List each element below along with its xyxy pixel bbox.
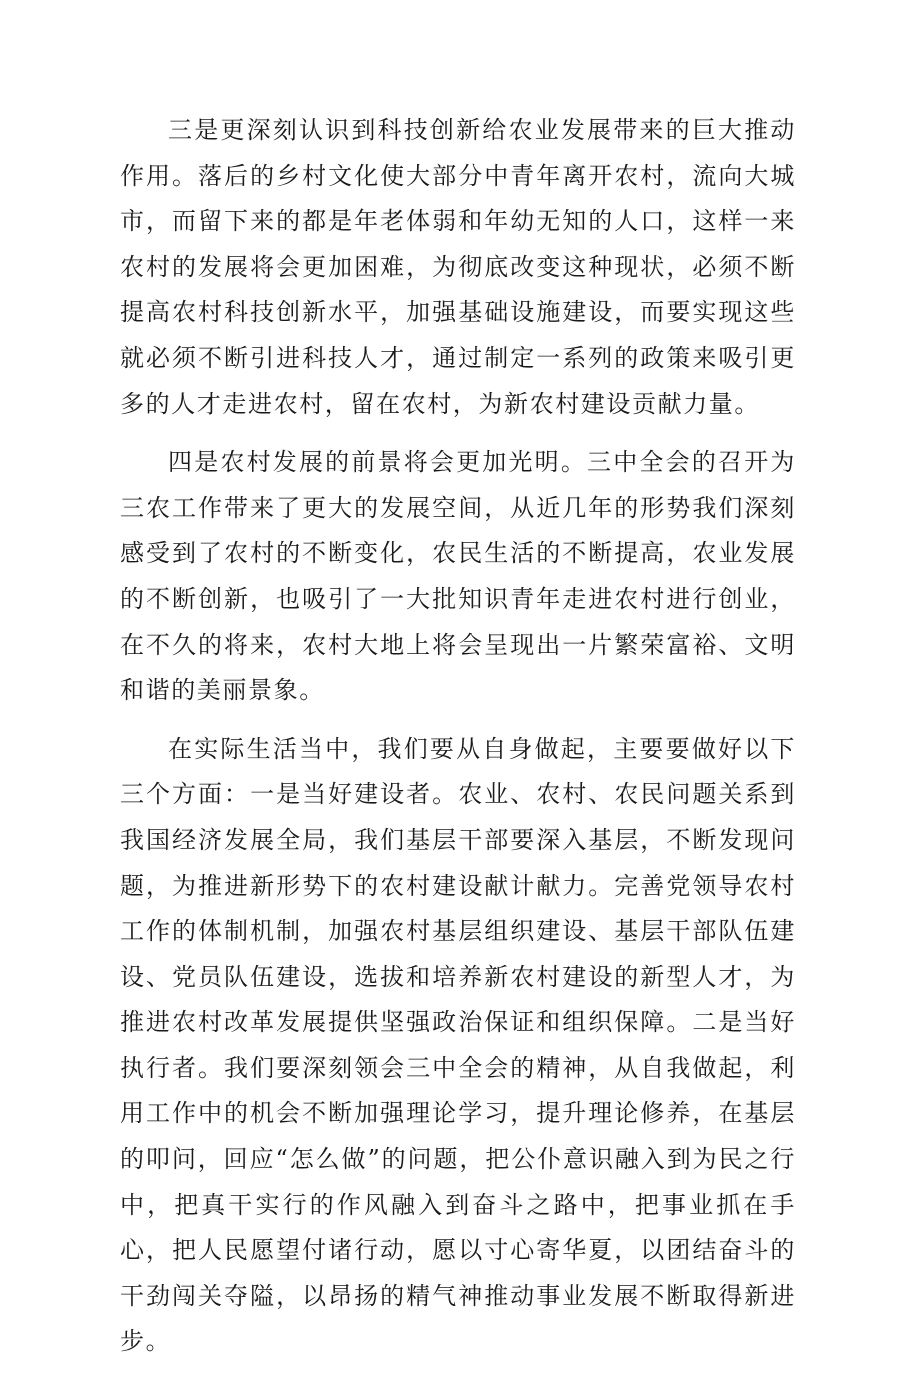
- paragraph-science-innovation: 三是更深刻认识到科技创新给农业发展带来的巨大推动作用。落后的乡村文化使大部分中青年离开农村，流向大城市，而留下来的都是年老体弱和年幼无知的人口，这样一来农村的发展将会更加困难，为彻底改变这种现状，必须不断提高农村科技创新水平，加强基础设施建设，而要实现这些就必须不断引进科技人才，通过制定一系列的政策来吸引更多的人才走进农村，留在农村，为新农村建设贡献力量。: [120, 116, 796, 418]
- document-body: [120, 108, 796, 1378]
- paragraph-rural-prospects: 四是农村发展的前景将会更加光明。三中全会的召开为三农工作带来了更大的发展空间，从近几年的形势我们深刻感受到了农村的不断变化，农民生活的不断提高，农业发展的不断创新，也吸引了一大批知识青年走进农村进行创业，在不久的将来，农村大地上将会呈现出一片繁荣富裕、文明和谐的美丽景象。: [120, 448, 796, 705]
- paragraph-practical-actions: 在实际生活当中，我们要从自身做起，主要要做好以下三个方面：一是当好建设者。农业、农村、农民问题关系到我国经济发展全局，我们基层干部要深入基层，不断发现问题，为推进新形势下的农村建设献计献力。完善党领导农村工作的体制机制，加强农村基层组织建设、基层干部队伍建设、党员队伍建设，选拔和培养新农村建设的新型人才，为推进农村改革发展提供坚强政治保证和组织保障。二是当好执行者。我们要深刻领会三中全会的精神，从自我做起，利用工作中的机会不断加强理论学习，提升理论修养，在基层的叩问，回应“怎么做”的问题，把公仆意识融入到为民之行中，把真干实行的作风融入到奋斗之路中，把事业抓在手心，把人民愿望付诸行动，愿以寸心寄华夏，以团结奋斗的干劲闯关夺隘，以昂扬的精气神推动事业发展不断取得新进步。: [120, 734, 796, 1356]
